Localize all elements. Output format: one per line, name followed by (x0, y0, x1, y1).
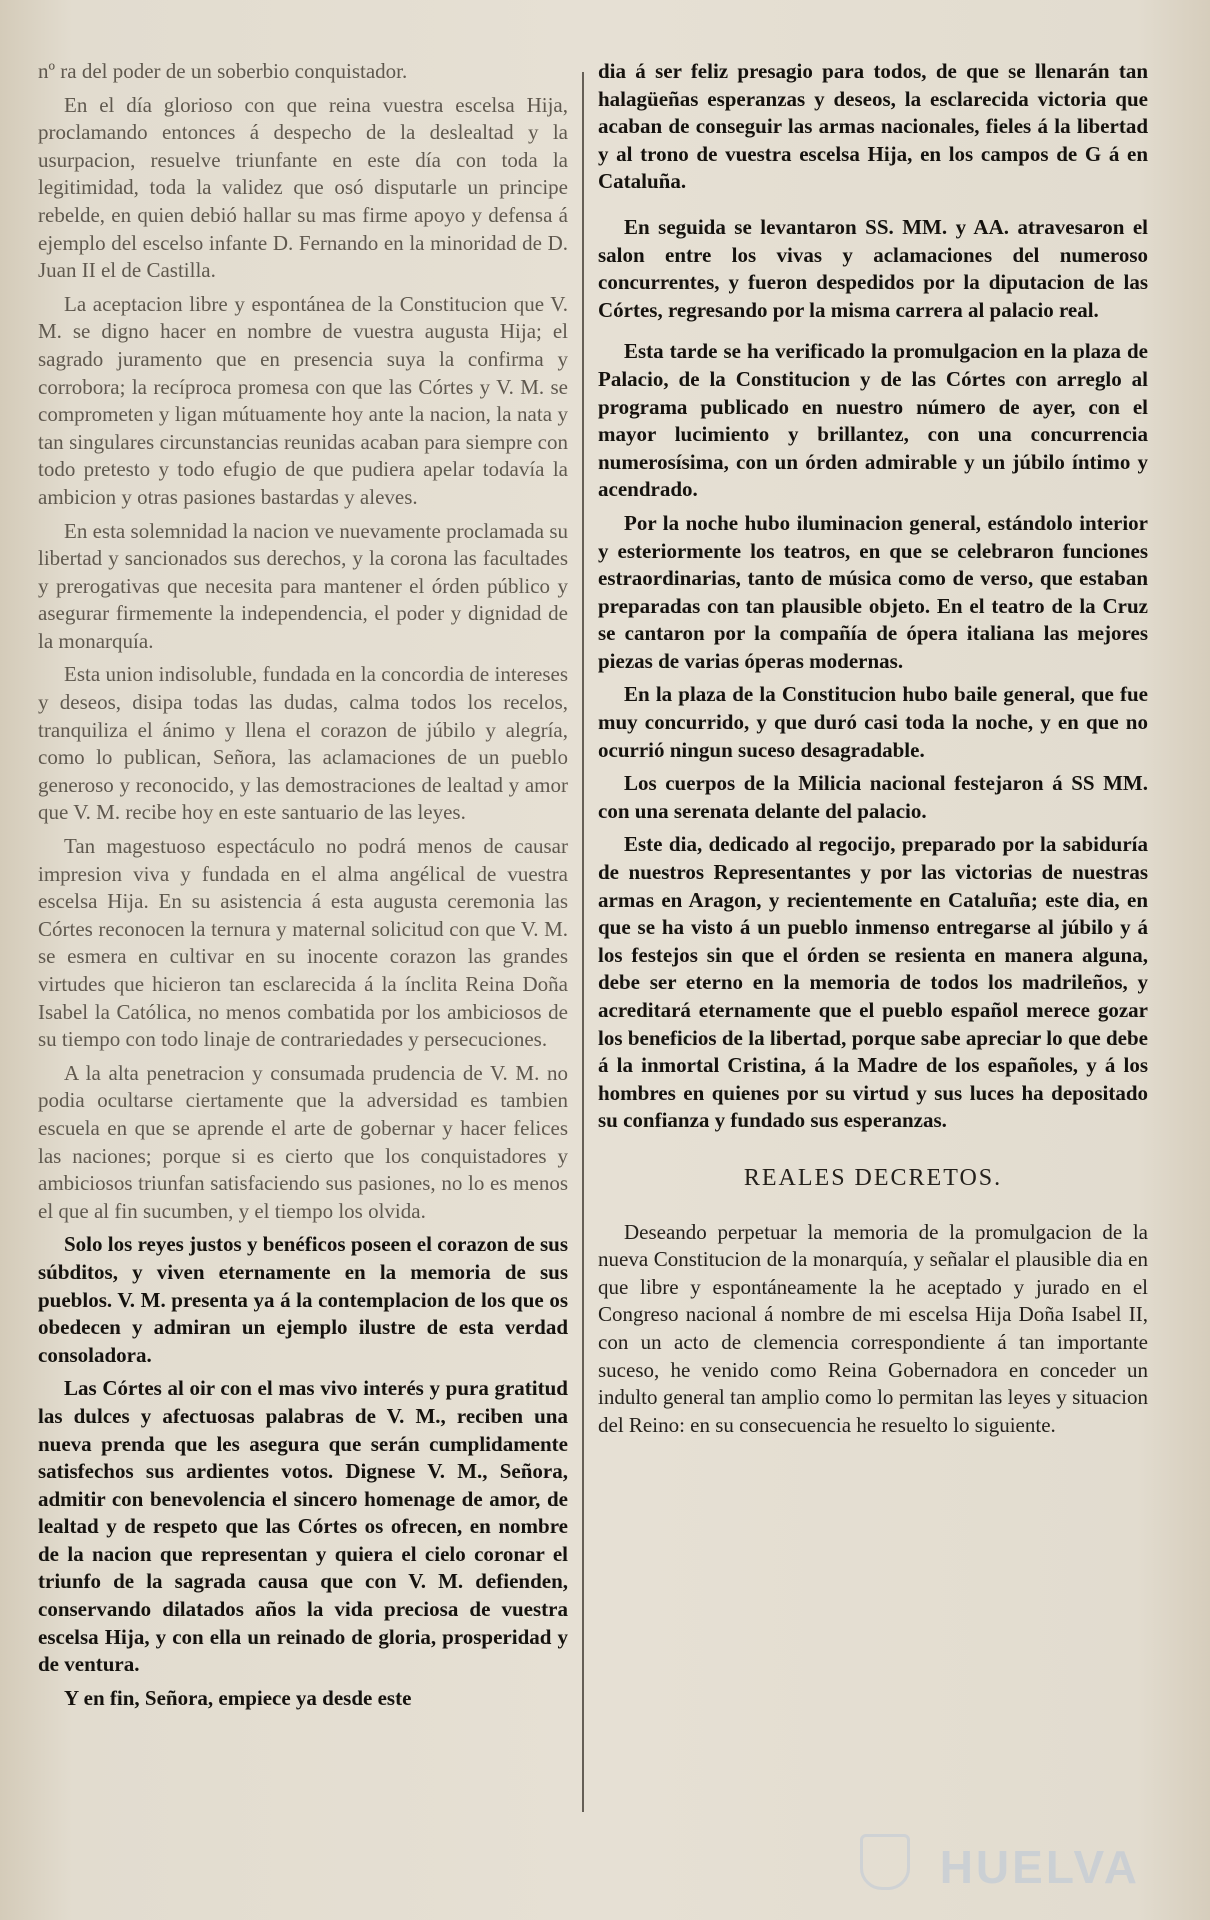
watermark: HUELVA (939, 1841, 1140, 1893)
paragraph: Este dia, dedicado al regocijo, preparado por la sabiduría de nuestros Representantes y por las victorias de nuestras armas en Aragon, y recientemente en Cataluña; este dia, en que se ha visto á un pueblo inmenso entregarse al júbilo y á los festejos sin que el órden se resienta en manera alguna, debe ser eterno en la memoria de todos los madrileños, y acreditará eternamente que el pueblo español merece gozar los beneficios de la libertad, porque sabe apreciar lo que debe á la inmortal Cristina, á la Madre de los españoles, y á los hombres en quienes por su virtud y sus luces ha depositado su confianza y fundado sus esperanzas. (598, 832, 1148, 1133)
shield-icon (860, 1834, 910, 1890)
paragraph: Las Córtes al oir con el mas vivo interés y pura gratitud las dulces y afectuosas palabras de V. M., reciben una nueva prenda que les asegura que serán cumplidamente satisfechos sus ardientes votos. Dignese V. M., Señora, admitir con benevolencia el sincero homenage de amor, de lealtad y de respeto que las Córtes os ofrecen, en nombre de la nacion que representan y quiera el cielo coronar el triunfo de la sagrada causa que con V. M. defienden, conservando dilatados años la vida preciosa de vuestra escelsa Hija, y con ella un reinado de gloria, prosperidad y de ventura. (38, 1376, 568, 1677)
paragraph: Tan magestuoso espectáculo no podrá menos de causar impresion viva y fundada en el alma angélical de vuestra escelsa Hija. En su asistencia á esta augusta ceremonia las Córtes reconocen la ternura y maternal solicitud con que V. M. se esmera en cultivar en su inocente corazon las grandes virtudes que hicieron tan esclarecida á la ínclita Reina Doña Isabel la Católica, no menos combatida por los ambiciosos de su tiempo con todo linaje de contrariedades y persecuciones. (38, 834, 568, 1052)
paragraph: En el día glorioso con que reina vuestra escelsa Hija, proclamando entonces á despecho de la deslealtad y la usurpacion, resuelve triunfante en este día con toda la legitimidad, toda la validez que osó disputarle un principe rebelde, en quien debió hallar su mas firme apoyo y defensa á ejemplo del escelso infante D. Fernando en la minoridad de D. Juan II el de Castilla. (38, 92, 568, 283)
paragraph: Los cuerpos de la Milicia nacional festejaron á SS MM. con una serenata delante del palacio. (598, 771, 1148, 823)
paragraph: Deseando perpetuar la memoria de la promulgacion de la nueva Constitucion de la monarquía, y señalar el plausible dia en que libre y espontáneamente la he aceptado y jurado en el Congreso nacional á nombre de mi escelsa Hija Doña Isabel II, con un acto de clemencia correspondiente á tan importante suceso, he venido como Reina Gobernadora en conceder un indulto general tan amplio como lo permitan las leyes y situacion del Reino: en su consecuencia he resuelto lo siguiente. (598, 1219, 1148, 1437)
paragraph: En esta solemnidad la nacion ve nuevamente proclamada su libertad y sancionados sus derechos, y la corona las facultades y prerogativas que necesita para mantener el órden público y asegurar firmemente la independencia, el poder y dignidad de la monarquía. (38, 518, 568, 653)
paragraph: nº ra del poder de un soberbio conquistador. (38, 59, 408, 83)
paragraph: En seguida se levantaron SS. MM. y AA. atravesaron el salon entre los vivas y aclamaciones del numeroso concurrentes, y fueron despedidos por la diputacion de las Córtes, regresando por la misma carrera al palacio real. (598, 214, 1148, 322)
left-column (38, 58, 568, 1718)
paragraph: Y en fin, Señora, empiece ya desde este (64, 1685, 412, 1710)
section-heading: REALES DECRETOS. (743, 1164, 1003, 1191)
paragraph: La aceptacion libre y espontánea de la Constitucion que V. M. se digno hacer en nombre de vuestra augusta Hija; el sagrado juramento que en presencia suya la confirma y corrobora; la recíproca promesa con que las Córtes y V. M. se comprometen y ligan mútuamente hoy ante la nacion, la nata y tan singulares circunstancias reunidas acaban para siempre con todo pretesto y todo efugio de que pudiera apelar todavía la ambicion y otras pasiones bastardas y aleves. (38, 291, 568, 509)
column-divider (582, 72, 584, 1812)
paragraph: En la plaza de la Constitucion hubo baile general, que fue muy concurrido, y que duró casi toda la noche, y en que no ocurrió ningun suceso desagradable. (598, 682, 1148, 762)
paragraph: dia á ser feliz presagio para todos, de que se llenarán tan halagüeñas esperanzas y deseos, la esclarecida victoria que acaban de conseguir las armas nacionales, fieles á la libertad y al trono de vuestra escelsa Hija, en los campos de G á en Cataluña. (598, 59, 1148, 194)
paragraph: Esta tarde se ha verificado la promulgacion en la plaza de Palacio, de la Constitucion y de las Córtes con arreglo al programa publicado en nuestro número de ayer, con el mayor lucimiento y brillantez, con una concurrencia numerosísima, con un órden admirable y un júbilo íntimo y acendrado. (598, 339, 1148, 502)
paragraph: Por la noche hubo iluminacion general, estándolo interior y esteriormente los teatros, en que se celebraron funciones estraordinarias, tanto de música como de verso, que estaban preparadas con tan plausible objeto. En el teatro de la Cruz se cantaron por la compañía de ópera italiana las mejores piezas de varias óperas modernas. (598, 510, 1148, 673)
paragraph: A la alta penetracion y consumada prudencia de V. M. no podia ocultarse ciertamente que la adversidad es tambien escuela en que se aprende el arte de gobernar y hacer felices las naciones; porque si es cierto que los conquistadores y ambiciosos triunfan satisfaciendo sus pasiones, no lo es menos el que al fin sucumben, y el tiempo los olvida. (38, 1060, 568, 1223)
paragraph: Solo los reyes justos y benéficos poseen el corazon de sus súbditos, y viven eternamente en la memoria de sus pueblos. V. M. presenta ya á la contemplacion de los que os obedecen y admiran un ejemplo ilustre de esta verdad consoladora. (38, 1232, 568, 1367)
right-column (598, 58, 1148, 1445)
paragraph: Esta union indisoluble, fundada en la concordia de intereses y deseos, disipa todas las dudas, calma todos los recelos, tranquiliza el ánimo y llena el corazon de júbilo y alegría, como lo publican, Señora, las aclamaciones de un pueblo generoso y reconocido, y las demostraciones de lealtad y amor que V. M. recibe hoy en este santuario de las leyes. (38, 662, 568, 825)
